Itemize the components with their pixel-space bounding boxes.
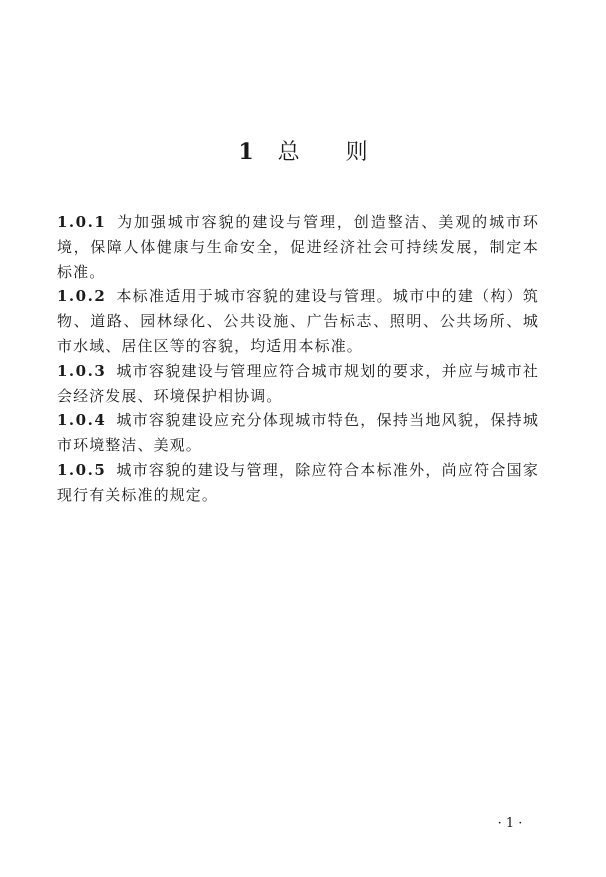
clause-number: 1.0.1 [57, 213, 107, 231]
clause-text: 城市容貌建设应充分体现城市特色，保持当地风貌，保持城市环境整洁、美观。 [57, 411, 539, 455]
clause-list [57, 210, 539, 508]
clause-1-0-1 [57, 210, 539, 284]
clause-text: 城市容貌的建设与管理，除应符合本标准外，尚应符合国家现行有关标准的规定。 [57, 460, 539, 504]
clause-number: 1.0.2 [57, 287, 107, 306]
clause-1-0-2 [57, 284, 539, 358]
clause-1-0-4 [57, 408, 539, 458]
chapter-number: 1 [238, 139, 254, 165]
clause-1-0-3 [57, 359, 539, 409]
clause-number: 1.0.4 [57, 411, 107, 430]
clause-number: 1.0.3 [57, 361, 107, 380]
clause-text: 城市容貌建设与管理应符合城市规划的要求，并应与城市社会经济发展、环境保护相协调。 [57, 361, 539, 405]
page-number: · 1 · [497, 816, 523, 831]
clause-text: 本标准适用于城市容貌的建设与管理。城市中的建（构）筑物、道路、园林绿化、公共设施、广告标志、照明、公共场所、城市水域、居住区等的容貌，均适用本标准。 [57, 287, 539, 355]
clause-text: 为加强城市容貌的建设与管理，创造整洁、美观的城市环境，保障人体健康与生命安全，促进经济社会可持续发展，制定本标准。 [57, 213, 539, 281]
clause-1-0-5 [57, 458, 539, 508]
chapter-title-char-1: 总 [277, 140, 300, 165]
chapter-title-char-2: 则 [345, 140, 368, 165]
chapter-heading [0, 138, 606, 167]
clause-number: 1.0.5 [57, 460, 107, 479]
